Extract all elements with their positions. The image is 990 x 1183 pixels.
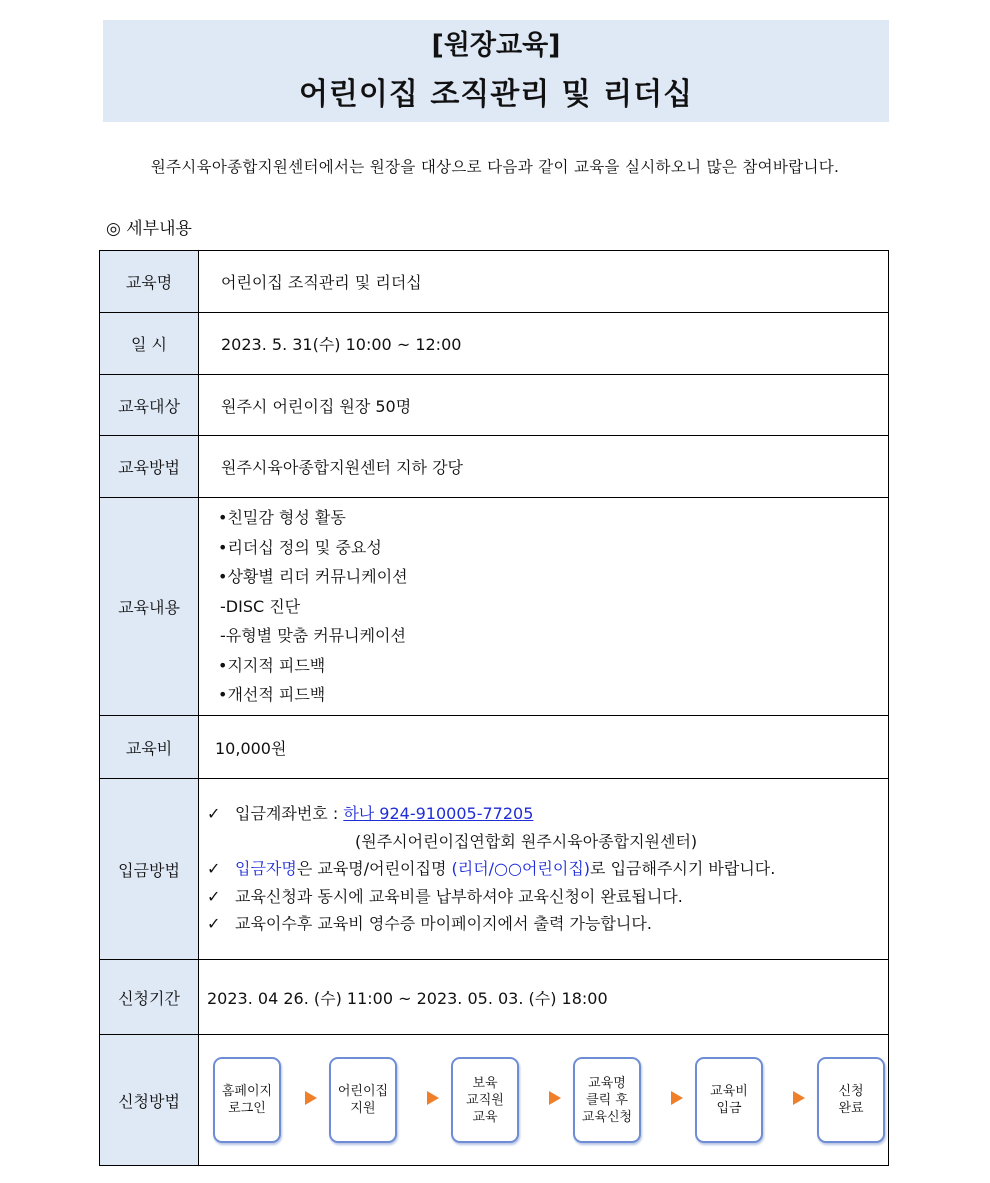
intro-text: 원주시육아종합지원센터에서는 원장을 대상으로 다음과 같이 교육을 실시하오니 많은 참여바랍니다. [150, 158, 840, 176]
row-value-period: 2023. 04 26. (수) 11:00 ~ 2023. 05. 03. (수) 18:00 [199, 960, 889, 1035]
row-value-target: 원주시 어린이집 원장 50명 [199, 375, 889, 436]
content-subitem-text: -DISC 진단 [220, 596, 301, 616]
row-value-apply [199, 1035, 889, 1166]
arrow-right-icon [793, 1091, 805, 1105]
row-value-name: 어린이집 조직관리 및 리더십 [199, 251, 889, 313]
apply-step-select-course: 교육명 클릭 후 교육신청 [573, 1057, 641, 1143]
arrow-right-icon [427, 1091, 439, 1105]
content-subitem [200, 621, 887, 651]
row-label-name: 교육명 [100, 251, 199, 313]
row-label-period: 신청기간 [100, 960, 199, 1035]
check-icon: ✓ [207, 859, 221, 879]
payment-name-line [207, 855, 887, 883]
row-value-datetime: 2023. 5. 31(수) 10:00 ~ 12:00 [199, 313, 889, 375]
apply-step-daycare-support: 어린이집 지원 [329, 1057, 397, 1143]
row-label-method: 교육방법 [100, 436, 199, 498]
content-item: •지지적 피드백 [218, 655, 326, 675]
content-item: •개선적 피드백 [218, 685, 326, 705]
table-row [100, 1035, 889, 1166]
section-title: ◎ 세부내용 [106, 219, 192, 239]
account-number: 하나 924-910005-77205 [343, 804, 534, 824]
receipt-note-line [207, 910, 887, 938]
apply-step-login: 홈페이지 로그인 [213, 1057, 281, 1143]
depositor-name-text: 은 교육명/어린이집명 [296, 859, 452, 879]
page-title: 어린이집 조직관리 및 리더십 [298, 77, 694, 112]
apply-step-staff-training: 보육 교직원 교육 [451, 1057, 519, 1143]
table-row [100, 251, 889, 313]
row-value-fee: 10,000원 [199, 716, 889, 779]
arrow-right-icon [305, 1091, 317, 1105]
content-subitem [200, 592, 887, 622]
check-icon: ✓ [207, 914, 221, 934]
row-value-method: 원주시육아종합지원센터 지하 강당 [199, 436, 889, 498]
title-category: [원장교육] [431, 30, 561, 61]
content-item: •상황별 리더 커뮤니케이션 [218, 567, 408, 587]
arrow-right-icon [549, 1091, 561, 1105]
check-icon: ✓ [207, 886, 221, 906]
table-row [100, 779, 889, 960]
row-value-content [199, 498, 889, 716]
depositor-name-end: 로 입금해주시기 바랍니다. [590, 859, 776, 879]
table-row [100, 375, 889, 436]
apply-steps [199, 1035, 888, 1165]
table-row [100, 716, 889, 779]
account-holder: (원주시어린이집연합회 원주시육아종합지원센터) [355, 831, 698, 851]
apply-step-complete: 신청 완료 [817, 1057, 885, 1143]
arrow-right-icon [671, 1091, 683, 1105]
row-label-content: 교육내용 [100, 498, 199, 716]
payment-note-line [207, 883, 887, 911]
table-row [100, 313, 889, 375]
content-item: •리더십 정의 및 중요성 [218, 537, 382, 557]
content-subitem-text: -유형별 맞춤 커뮤니케이션 [220, 626, 406, 646]
content-item: •친밀감 형성 활동 [218, 508, 346, 528]
title-banner [103, 20, 889, 122]
depositor-format-highlight: (리더/○○어린이집) [451, 859, 591, 879]
row-value-payment [199, 779, 889, 960]
payment-note: 교육신청과 동시에 교육비를 납부하셔야 교육신청이 완료됩니다. [235, 886, 683, 906]
row-label-target: 교육대상 [100, 375, 199, 436]
row-label-datetime: 일 시 [100, 313, 199, 375]
table-row [100, 436, 889, 498]
details-table [99, 250, 889, 1166]
row-label-apply: 신청방법 [100, 1035, 199, 1166]
receipt-note: 교육이수후 교육비 영수증 마이페이지에서 출력 가능합니다. [235, 914, 652, 934]
row-label-payment: 입금방법 [100, 779, 199, 960]
row-label-fee: 교육비 [100, 716, 199, 779]
check-icon: ✓ [207, 804, 221, 824]
payment-account-line [207, 800, 887, 828]
account-label: 입금계좌번호 : [235, 804, 344, 824]
table-row [100, 498, 889, 716]
table-row [100, 960, 889, 1035]
apply-step-payment: 교육비 입금 [695, 1057, 763, 1143]
depositor-name-highlight: 입금자명 [235, 859, 297, 879]
